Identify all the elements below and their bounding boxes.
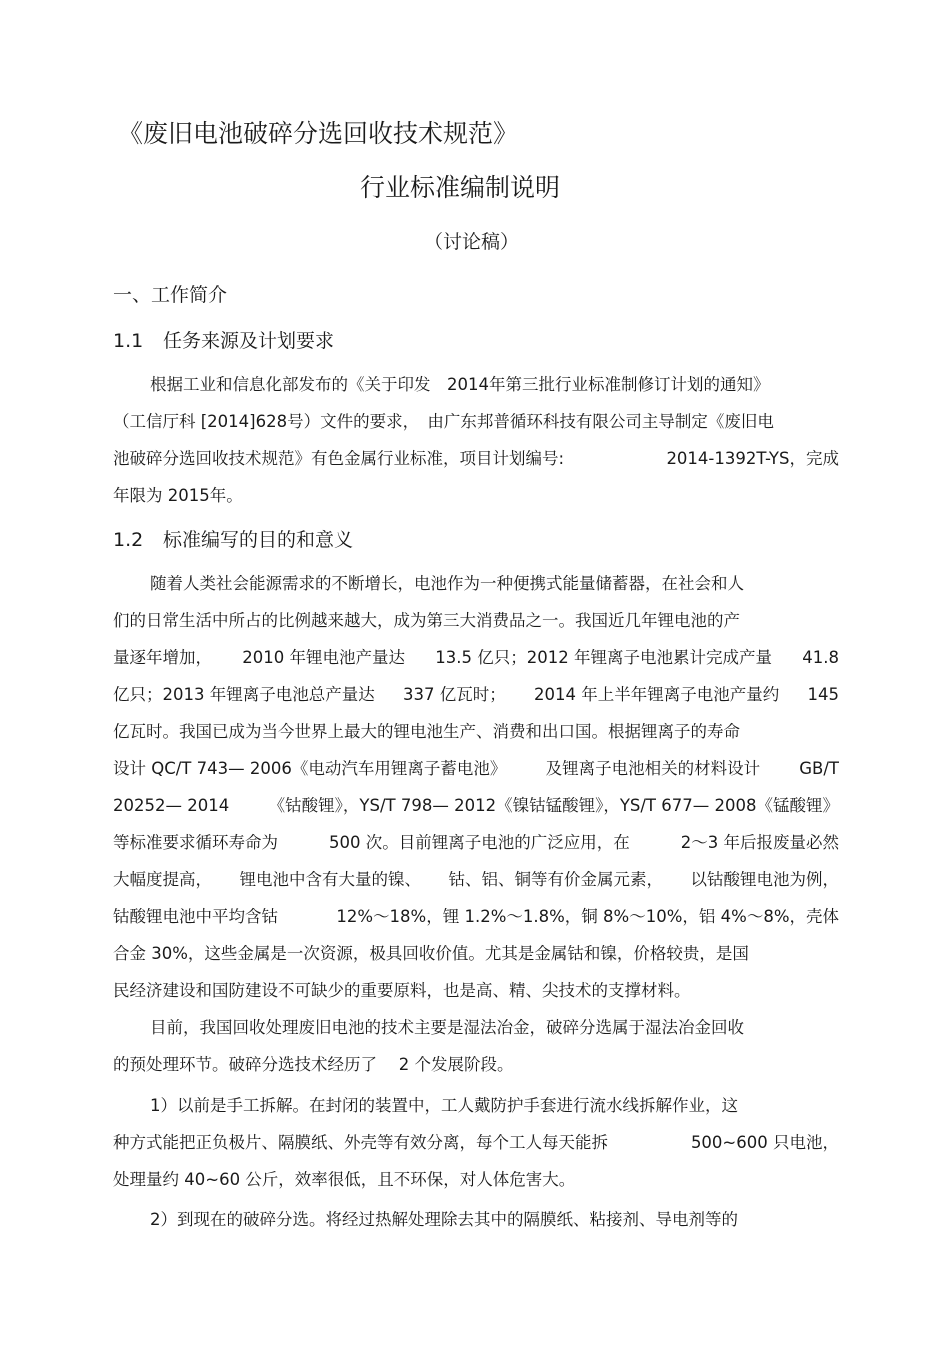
text-segment: 41.8 xyxy=(802,648,839,667)
doc-title-line2: 行业标准编制说明 xyxy=(360,173,561,202)
paragraph-line xyxy=(113,683,839,707)
paragraph-line: 的预处理环节。破碎分选技术经历了 2 个发展阶段。 xyxy=(113,1055,514,1074)
text-segment: 量逐年增加， xyxy=(113,648,212,667)
paragraph-line: 处理量约 40~60 公斤，效率很低，且不环保，对人体危害大。 xyxy=(113,1170,576,1189)
paragraph-line xyxy=(113,831,839,855)
text-segment: 大幅度提高， xyxy=(113,870,212,889)
paragraph-line xyxy=(113,646,839,670)
text-segment: 337 亿瓦时； xyxy=(403,685,506,704)
paragraph-line: 目前，我国回收处理废旧电池的技术主要是湿法冶金，破碎分选属于湿法冶金回收 xyxy=(150,1018,744,1037)
paragraph-line xyxy=(113,1131,839,1155)
section-1-2-heading xyxy=(113,526,353,554)
text-segment: 亿只；2013 年锂离子电池总产量达 xyxy=(113,685,375,704)
paragraph-line xyxy=(113,868,839,892)
paragraph-line xyxy=(113,905,839,929)
text-segment: 500 次。目前锂离子电池的广泛应用，在 xyxy=(329,833,630,852)
paragraph-line xyxy=(113,757,839,781)
section-number: 1.2 xyxy=(113,529,144,551)
text-segment: 等标准要求循环寿命为 xyxy=(113,833,278,852)
paragraph-line: 2）到现在的破碎分选。将经过热解处理除去其中的隔膜纸、粘接剂、导电剂等的 xyxy=(150,1210,738,1229)
section-1-1-heading xyxy=(113,327,334,355)
paragraph-line: （工信厅科 [2014]628号）文件的要求， 由广东邦普循环科技有限公司主导制定《废旧电 xyxy=(113,412,774,431)
section-number: 1.1 xyxy=(113,330,144,352)
paragraph-line: 根据工业和信息化部发布的《关于印发 2014年第三批行业标准制修订计划的通知》 xyxy=(150,375,770,394)
text-segment: 设计 QC/T 743— 2006《电动汽车用锂离子蓄电池》 xyxy=(113,759,507,778)
text-segment: 500~600 只电池， xyxy=(690,1133,839,1152)
paragraph-line: 1）以前是手工拆解。在封闭的装置中，工人戴防护手套进行流水线拆解作业，这 xyxy=(150,1096,738,1115)
paragraph-line: 亿瓦时。我国已成为当今世界上最大的锂电池生产、消费和出口国。根据锂离子的寿命 xyxy=(113,722,740,741)
paragraph-line: 民经济建设和国防建设不可缺少的重要原料，也是高、精、尖技术的支撑材料。 xyxy=(113,981,691,1000)
paragraph-line: 们的日常生活中所占的比例越来越大，成为第三大消费品之一。我国近几年锂电池的产 xyxy=(113,611,740,630)
text-segment: 钴酸锂电池中平均含钴 xyxy=(113,907,278,926)
text-segment: 145 xyxy=(807,685,839,704)
text-segment: 20252— 2014 xyxy=(113,796,230,815)
text-segment: 2～3 年后报废量必然 xyxy=(680,833,839,852)
text-segment: 钴、铝、铜等有价金属元素， xyxy=(448,870,663,889)
text-segment: 种方式能把正负极片、隔膜纸、外壳等有效分离，每个工人每天能拆 xyxy=(113,1133,608,1152)
text-segment: 以钴酸锂电池为例， xyxy=(690,870,839,889)
paragraph-line: 年限为 2015年。 xyxy=(113,486,243,505)
paragraph-line xyxy=(113,447,839,471)
doc-title-line1: 《废旧电池破碎分选回收技术规范》 xyxy=(118,119,519,148)
text-segment: 及锂离子电池相关的材料设计 xyxy=(545,759,761,778)
text-segment: 锂电池中含有大量的镍、 xyxy=(239,870,421,889)
paragraph-line xyxy=(113,794,839,818)
doc-subtitle: （讨论稿） xyxy=(424,231,520,253)
text-segment: 《钴酸锂》，YS/T 798— 2012《镍钴锰酸锂》，YS/T 677— 2008《锰酸锂》 xyxy=(268,796,839,815)
text-segment: GB/T xyxy=(799,759,839,778)
section-title: 标准编写的目的和意义 xyxy=(163,529,354,551)
section-title: 任务来源及计划要求 xyxy=(163,330,335,352)
text-segment: 2014-1392T-YS，完成 xyxy=(666,449,839,468)
text-segment: 2014 年上半年锂离子电池产量约 xyxy=(534,685,780,704)
section-1-heading: 一、工作简介 xyxy=(113,284,228,306)
paragraph-line: 合金 30%，这些金属是一次资源，极具回收价值。尤其是金属钴和镍，价格较贵，是国 xyxy=(113,944,749,963)
paragraph-line: 随着人类社会能源需求的不断增长，电池作为一种便携式能量储蓄器，在社会和人 xyxy=(150,574,744,593)
text-segment: 2010 年锂电池产量达 xyxy=(242,648,405,667)
text-segment: 13.5 亿只；2012 年锂离子电池累计完成产量 xyxy=(435,648,772,667)
text-segment: 池破碎分选回收技术规范》有色金属行业标准，项目计划编号: xyxy=(113,449,565,468)
text-segment: 12%～18%，锂 1.2%～1.8%，铜 8%～10%，铝 4%～8%，壳体 xyxy=(336,907,839,926)
